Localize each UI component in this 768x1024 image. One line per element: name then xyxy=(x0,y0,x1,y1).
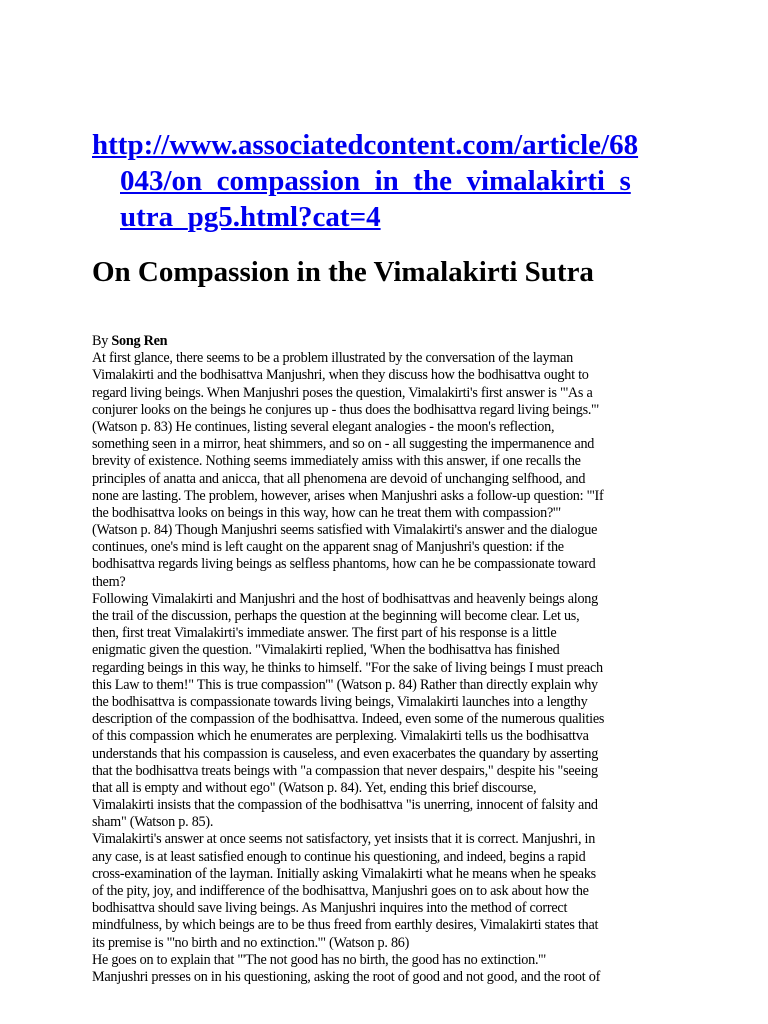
article-url-link[interactable] xyxy=(92,127,692,235)
body-line: them? xyxy=(92,573,126,590)
article-body xyxy=(92,333,692,986)
body-line: the bodhisattva is compassionate towards living beings, Vimalakirti launches into a lengthy xyxy=(92,693,588,710)
body-line: this Law to them!" This is true compassion'" (Watson p. 84) Rather than directly explain why xyxy=(92,676,598,693)
body-line: of this compassion which he enumerates are perplexing. Vimalakirti tells us the bodhisattva xyxy=(92,728,589,745)
body-line: something seen in a mirror, heat shimmers, and so on - all suggesting the impermanence and xyxy=(92,436,595,453)
url-line-2[interactable]: 043/on_compassion_in_the_vimalakirti_s xyxy=(120,165,631,197)
body-line: regard living beings. When Manjushri poses the question, Vimalakirti's first answer is "'As a xyxy=(92,384,593,401)
url-line-3[interactable]: utra_pg5.html?cat=4 xyxy=(120,201,381,233)
body-line: understands that his compassion is causeless, and even exacerbates the quandary by asserting xyxy=(92,745,599,762)
body-line: conjurer looks on the beings he conjures up - thus does the bodhisattva regard living beings.'" xyxy=(92,401,600,418)
body-line: continues, one's mind is left caught on the apparent snag of Manjushri's question: if the xyxy=(92,539,564,556)
body-line: Vimalakirti and the bodhisattva Manjushri, when they discuss how the bodhisattva ought to xyxy=(92,367,589,384)
body-line: cross-examination of the layman. Initially asking Vimalakirti what he means when he speaks xyxy=(92,865,596,882)
byline-prefix: By xyxy=(92,333,112,349)
body-line: Manjushri presses on in his questioning, asking the root of good and not good, and the root of xyxy=(92,968,601,985)
body-line: its premise is "'no birth and no extinction.'" (Watson p. 86) xyxy=(92,934,410,951)
body-line: description of the compassion of the bodhisattva. Indeed, even some of the numerous qualities xyxy=(92,711,605,728)
body-line: that the bodhisattva treats beings with "a compassion that never despairs," despite his "seeing xyxy=(92,762,598,779)
body-line: principles of anatta and anicca, that all phenomena are devoid of unchanging selfhood, and xyxy=(92,470,586,487)
body-line: regarding beings in this way, he thinks to himself. "For the sake of living beings I must preach xyxy=(92,659,603,676)
body-line: Vimalakirti insists that the compassion of the bodhisattva "is unerring, innocent of falsity and xyxy=(92,797,598,814)
body-line: (Watson p. 84) Though Manjushri seems satisfied with Vimalakirti's answer and the dialogue xyxy=(92,522,598,539)
url-line-1[interactable]: http://www.associatedcontent.com/article/68 xyxy=(92,129,639,161)
body-line: (Watson p. 83) He continues, listing several elegant analogies - the moon's reflection, xyxy=(92,418,555,435)
body-line: none are lasting. The problem, however, arises when Manjushri asks a follow-up question: "'If xyxy=(92,487,604,504)
body-line: sham" (Watson p. 85). xyxy=(92,814,214,831)
body-line: He goes on to explain that "'The not good has no birth, the good has no extinction.'" xyxy=(92,951,547,968)
page-title: On Compassion in the Vimalakirti Sutra xyxy=(92,256,594,288)
byline xyxy=(92,333,692,350)
body-line: mindfulness, by which beings are to be thus freed from earthly desires, Vimalakirti states that xyxy=(92,917,599,934)
body-line: Vimalakirti's answer at once seems not satisfactory, yet insists that it is correct. Manjushri, in xyxy=(92,831,596,848)
body-line: that all is empty and without ego" (Watson p. 84). Yet, ending this brief discourse, xyxy=(92,779,537,796)
body-line: the bodhisattva looks on beings in this way, how can he treat them with compassion?'" xyxy=(92,504,561,521)
body-line: enigmatic given the question. "Vimalakirti replied, 'When the bodhisattva has finished xyxy=(92,642,560,659)
body-line: of the pity, joy, and indifference of the bodhisattva, Manjushri goes on to ask about how the xyxy=(92,883,589,899)
body-line: brevity of existence. Nothing seems immediately amiss with this answer, if one recalls the xyxy=(92,453,581,470)
body-line: any case, is at least satisfied enough to continue his questioning, and indeed, begins a rapid xyxy=(92,848,586,865)
body-line: bodhisattva regards living beings as selfless phantoms, how can he be compassionate toward xyxy=(92,556,596,573)
body-line: then, first treat Vimalakirti's immediate answer. The first part of his response is a little xyxy=(92,625,557,642)
body-line: Following Vimalakirti and Manjushri and the host of bodhisattvas and heavenly beings along xyxy=(92,590,598,607)
body-line: bodhisattva should save living beings. As Manjushri inquires into the method of correct xyxy=(92,900,568,917)
body-line: At first glance, there seems to be a problem illustrated by the conversation of the layman xyxy=(92,350,573,367)
body-line: the trail of the discussion, perhaps the question at the beginning will become clear. Let us, xyxy=(92,608,580,624)
author-name: Song Ren xyxy=(111,333,168,349)
